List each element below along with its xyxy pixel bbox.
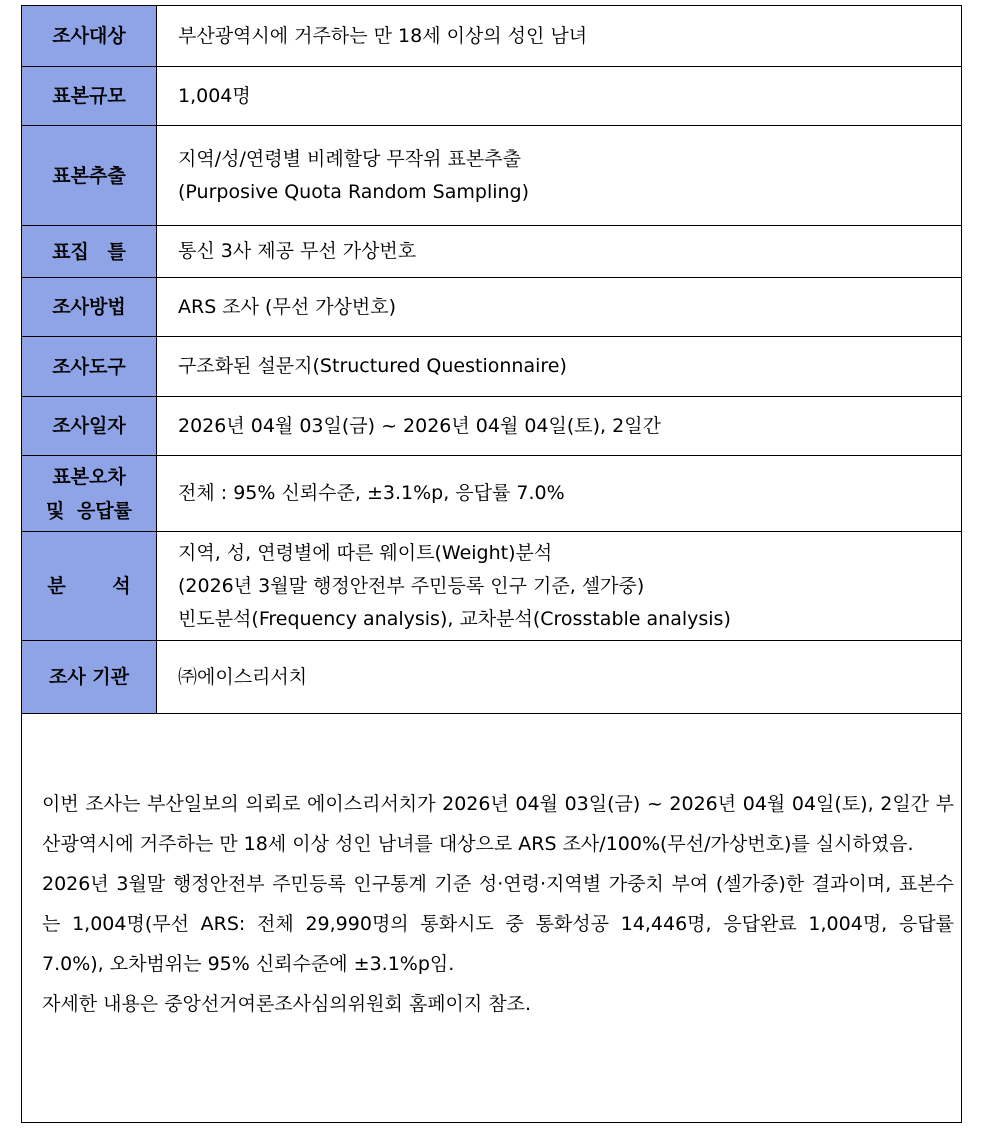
row-label-analysis-text: 분 석	[47, 575, 131, 597]
table-row	[22, 456, 962, 532]
note-paragraph: 2026년 3월말 행정안전부 주민등록 인구통계 기준 성·연령·지역별 가중치 부여 (셀가중)한 결과이며, 표본수는 1,004명(무선 ARS: 전체 29,990명의 통화시도 중 통화성공 14,446명, 응답완료 1,004명, 응답률 7.0%), 오차범위는 95% 신뢰수준에 ±3.1%p임.	[42, 873, 954, 975]
row-value-agency	[157, 641, 962, 714]
value-line: (Purposive Quota Random Sampling)	[178, 180, 530, 203]
row-value-method	[157, 278, 962, 337]
row-value-frame	[157, 226, 962, 278]
value-line: 지역/성/연령별 비례할당 무작위 표본추출	[178, 147, 521, 170]
note-paragraph: 자세한 내용은 중앙선거여론조사심의위원회 홈페이지 참조.	[42, 993, 532, 1015]
note-paragraph: 이번 조사는 부산일보의 의뢰로 에이스리서치가 2026년 04월 03일(금) ~ 2026년 04월 04일(토), 2일간 부산광역시에 거주하는 만 18세 이상 성인 남녀를 대상으로 ARS 조사/100%(무선/가상번호)를 실시하였음.	[42, 793, 954, 855]
row-value-date	[157, 397, 962, 456]
row-label-date: 조사일자	[22, 397, 157, 456]
value-line: ARS 조사 (무선 가상번호)	[178, 295, 397, 318]
value-line: 2026년 04월 03일(금) ~ 2026년 04월 04일(토), 2일간	[178, 414, 661, 437]
row-label-frame	[22, 226, 157, 278]
row-label-analysis	[22, 532, 157, 641]
row-value-target	[157, 6, 962, 67]
value-line: 지역, 성, 연령별에 따른 웨이트(Weight)분석	[178, 541, 553, 564]
value-line: 통신 3사 제공 무선 가상번호	[178, 240, 417, 262]
table-row	[22, 397, 962, 456]
label-line: 표본오차	[52, 465, 126, 488]
label-line: 및 응답률	[45, 499, 133, 522]
row-label-frame-text: 표집 틀	[52, 240, 126, 263]
row-label-method: 조사방법	[22, 278, 157, 337]
row-label-target: 조사대상	[22, 6, 157, 67]
value-line: (2026년 3월말 행정안전부 주민등록 인구 기준, 셀가중)	[178, 574, 645, 597]
row-label-sample-size: 표본규모	[22, 67, 157, 126]
table-row	[22, 641, 962, 714]
row-label-tool: 조사도구	[22, 337, 157, 397]
value-line: 구조화된 설문지(Structured Questionnaire)	[178, 355, 567, 377]
row-label-agency: 조사 기관	[22, 641, 157, 714]
row-value-error	[157, 456, 962, 532]
table-row	[22, 226, 962, 278]
row-value-sample-size	[157, 67, 962, 126]
table-row	[22, 67, 962, 126]
table-row	[22, 278, 962, 337]
value-line: 전체 : 95% 신뢰수준, ±3.1%p, 응답률 7.0%	[178, 482, 565, 504]
value-line: 빈도분석(Frequency analysis), 교차분석(Crosstable analysis)	[178, 607, 731, 630]
value-line: ㈜에이스리서치	[178, 665, 308, 688]
table-row	[22, 337, 962, 397]
table-row	[22, 6, 962, 67]
row-label-sampling: 표본추출	[22, 126, 157, 226]
row-value-analysis	[157, 532, 962, 641]
row-value-tool	[157, 337, 962, 397]
survey-summary-table	[21, 5, 962, 714]
value-line: 1,004명	[178, 84, 251, 107]
row-value-sampling	[157, 126, 962, 226]
table-row	[22, 532, 962, 641]
survey-sheet	[21, 5, 962, 1123]
value-line: 부산광역시에 거주하는 만 18세 이상의 성인 남녀	[178, 24, 588, 47]
row-label-error	[22, 456, 157, 532]
table-row	[22, 126, 962, 226]
survey-note	[42, 784, 954, 1024]
